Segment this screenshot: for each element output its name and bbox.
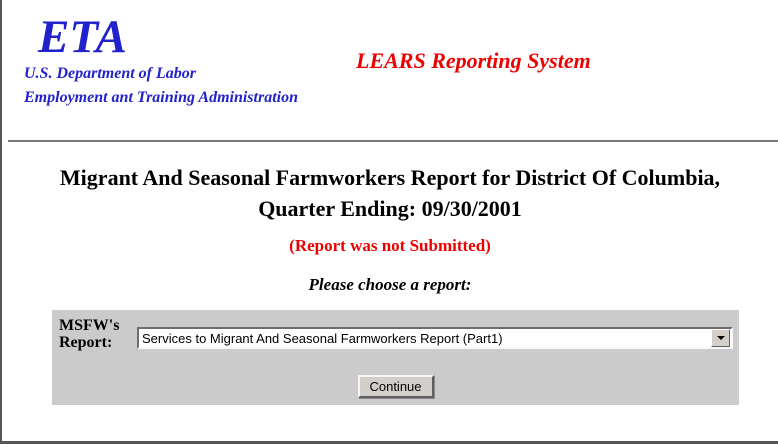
report-select-label-line-1: MSFW's: [59, 317, 120, 334]
report-select[interactable]: [137, 327, 733, 349]
page-title-line-2: Quarter Ending: 09/30/2001: [258, 196, 522, 221]
report-select-label: [59, 317, 119, 351]
continue-button[interactable]: Continue: [358, 375, 434, 398]
eta-logo: ETA: [38, 11, 127, 63]
report-select-value: Services to Migrant And Seasonal Farmworkers Report (Part1): [142, 330, 503, 346]
system-title: LEARS Reporting System: [356, 48, 591, 73]
report-select-label-line-2: Report:: [59, 334, 113, 351]
page-title-line-1: Migrant And Seasonal Farmworkers Report for District Of Columbia,: [59, 165, 721, 190]
report-form-panel: [52, 310, 739, 405]
prompt-text: Please choose a report:: [308, 275, 472, 294]
status-text: (Report was not Submitted): [289, 236, 491, 255]
page-title: [2, 162, 778, 224]
chevron-down-icon: [711, 329, 730, 347]
org-line-2: Employment ant Training Administration: [24, 89, 298, 106]
header: [2, 0, 778, 110]
org-line-1: U.S. Department of Labor: [24, 65, 196, 82]
header-divider: [8, 140, 778, 142]
